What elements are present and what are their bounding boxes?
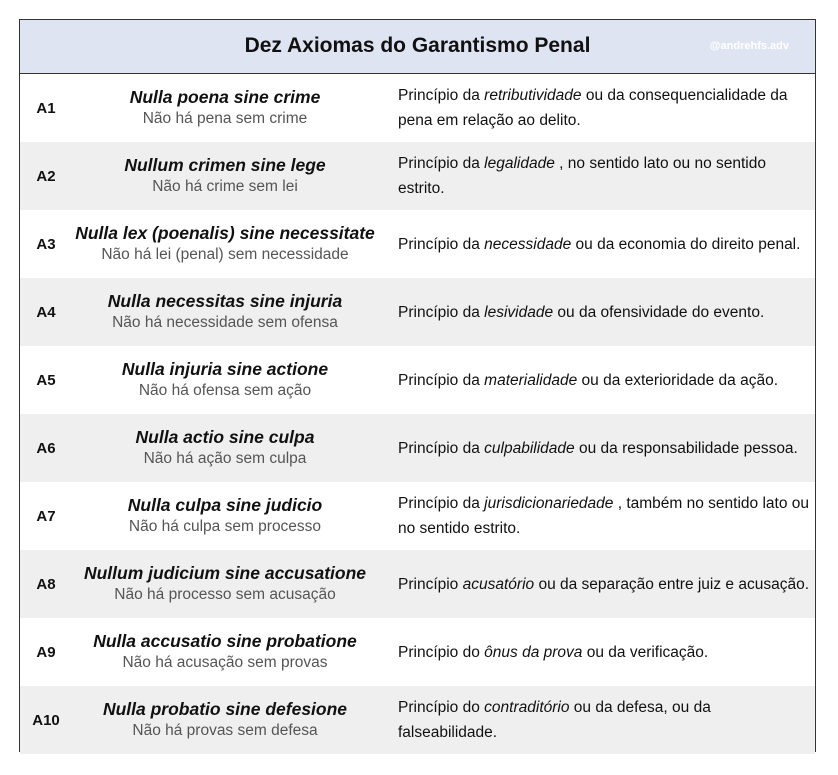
axiom-id: A5 [36,371,56,389]
table-row [20,686,815,754]
axiom-translation: Não há provas sem defesa [132,722,318,739]
axiom-description: Princípio acusatório ou da separação entre juiz e acusação. [398,575,810,593]
table-row [20,278,815,346]
axiom-translation: Não há lei (penal) sem necessidade [101,246,349,263]
axiom-description: Princípio da culpabilidade ou da responsabilidade pessoa. [398,439,798,457]
axiom-description: Princípio da materialidade ou da exterioridade da ação. [398,371,779,389]
axioms-table [19,19,816,752]
axiom-latin-cell [64,142,386,210]
axiom-translation: Não há pena sem crime [142,110,308,127]
axiom-id: A6 [36,439,56,457]
table-row [20,618,815,686]
axiom-latin: Nulla culpa sine judicio [127,495,323,515]
table-header [20,20,815,74]
axiom-description: Princípio da retributividade ou da consequencialidade da pena em relação ao delito. [398,87,788,129]
axiom-id: A3 [36,235,56,253]
axiom-translation: Não há culpa sem processo [128,518,322,535]
axiom-latin-cell [64,210,386,278]
axiom-translation: Não há necessidade sem ofensa [112,314,338,331]
axiom-id: A2 [36,167,56,185]
axiom-translation: Não há crime sem lei [152,178,298,195]
table-row [20,414,815,482]
axiom-translation: Não há ação sem culpa [143,450,307,467]
axiom-id: A4 [36,303,56,321]
axiom-translation: Não há ofensa sem ação [138,382,312,399]
axiom-latin-cell [64,482,386,550]
axiom-latin-cell [64,550,386,618]
axiom-latin: Nullum crimen sine lege [124,155,326,175]
axiom-latin: Nulla accusatio sine probatione [93,631,357,651]
axiom-latin: Nulla poena sine crime [129,87,321,107]
axiom-latin-cell [64,686,386,754]
axiom-description: Princípio da necessidade ou da economia do direito penal. [398,235,801,253]
axiom-latin-cell [64,618,386,686]
table-title: Dez Axiomas do Garantismo Penal [244,34,591,57]
axiom-description: Princípio do contraditório ou da defesa, ou da falseabilidade. [398,699,711,741]
axiom-id: A7 [36,507,56,525]
axiom-latin-cell [64,346,386,414]
axiom-translation: Não há acusação sem provas [122,654,328,671]
axiom-latin: Nulla injuria sine actione [121,359,329,379]
axiom-translation: Não há processo sem acusação [114,586,336,603]
axiom-id: A8 [36,575,56,593]
axiom-id: A9 [36,643,56,661]
author-handle: @andrehfs.adv [709,40,789,52]
axiom-latin: Nulla actio sine culpa [135,427,315,447]
axiom-id: A10 [32,711,60,729]
table-row [20,346,815,414]
axiom-description: Princípio da jurisdicionariedade , também no sentido lato ou no sentido estrito. [398,495,810,537]
axiom-latin: Nulla lex (poenalis) sine necessitate [75,223,375,243]
axiom-latin-cell [64,74,386,142]
axiom-description: Princípio do ônus da prova ou da verificação. [398,643,709,661]
axiom-id: A1 [36,99,56,117]
table-row [20,550,815,618]
axiom-description: Princípio da legalidade , no sentido lato ou no sentido estrito. [398,155,766,197]
axiom-description: Princípio da lesividade ou da ofensividade do evento. [398,303,765,321]
axiom-latin: Nullum judicium sine accusatione [83,563,366,583]
table-body [20,74,815,754]
table-row [20,210,815,278]
table-row [20,74,815,142]
axiom-latin: Nulla probatio sine defesione [102,699,348,719]
axiom-latin-cell [64,414,386,482]
table-row [20,482,815,550]
table-row [20,142,815,210]
axiom-latin-cell [64,278,386,346]
axiom-latin: Nulla necessitas sine injuria [107,291,343,311]
